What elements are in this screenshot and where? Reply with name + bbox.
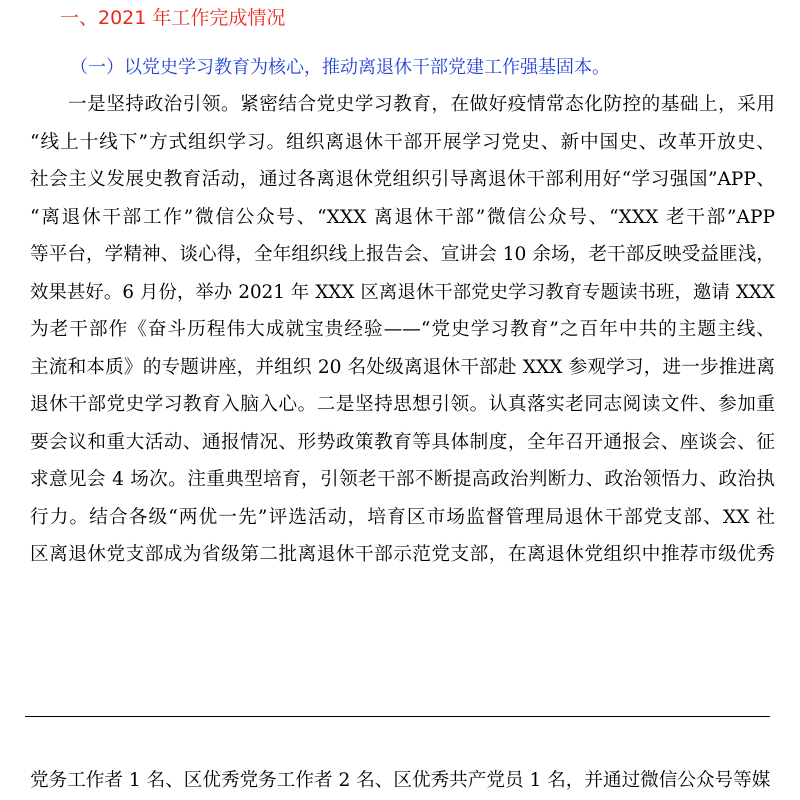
paragraph-line: 社会主义发展史教育活动，通过各离退休党组织引导离退休干部利用好“学习强国”APP、 bbox=[30, 169, 775, 190]
paragraph-line: “离退休干部工作”微信公众号、“XXX 离退休干部”微信公众号、“XXX 老干部”APP bbox=[30, 206, 775, 228]
subsection-title: （一）以党史学习教育为核心，推动离退休干部党建工作强基固本。 bbox=[70, 57, 610, 78]
paragraph-line: “线上十线下”方式组织学习。组织离退休干部开展学习党史、新中国史、改革开放史、 bbox=[30, 131, 775, 153]
paragraph-line: 主流和本质》的专题讲座，并组织 20 名处级离退休干部赴 XXX 参观学习，进一步推进离 bbox=[30, 356, 775, 378]
page-separator-line bbox=[25, 716, 770, 717]
paragraph-line: 为老干部作《奋斗历程伟大成就宝贵经验——“党史学习教育”之百年中共的主题主线、 bbox=[30, 319, 775, 340]
body-paragraph bbox=[30, 86, 775, 574]
paragraph-line: 效果甚好。6 月份，举办 2021 年 XXX 区离退休干部党史学习教育专题读书班，邀请 XXX bbox=[30, 281, 775, 303]
paragraph-line: 一是坚持政治引领。紧密结合党史学习教育，在做好疫情常态化防控的基础上，采用 bbox=[68, 94, 775, 115]
paragraph-line: 要会议和重大活动、通报情况、形势政策教育等具体制度，全年召开通报会、座谈会、征 bbox=[30, 431, 775, 453]
paragraph-line: 等平台，学精神、谈心得，全年组织线上报告会、宣讲会 10 余场，老干部反映受益匪浅， bbox=[30, 244, 775, 265]
paragraph-line: 区离退休党支部成为省级第二批离退休干部示范党支部，在离退休党组织中推荐市级优秀 bbox=[30, 544, 775, 565]
paragraph-line: 求意见会 4 场次。注重典型培育，引领老干部不断提高政治判断力、政治领悟力、政治执 bbox=[30, 469, 775, 490]
section-title: 一、2021 年工作完成情况 bbox=[60, 7, 286, 29]
paragraph-line: 行力。结合各级“两优一先”评选活动，培育区市场监督管理局退休干部党支部、XX 社 bbox=[30, 506, 775, 528]
paragraph-line: 退休干部党史学习教育入脑入心。二是坚持思想引领。认真落实老同志阅读文件、参加重 bbox=[30, 394, 775, 415]
next-page-line: 党务工作者 1 名、区优秀党务工作者 2 名、区优秀共产党员 1 名，并通过微信公众号等媒 bbox=[30, 770, 771, 791]
